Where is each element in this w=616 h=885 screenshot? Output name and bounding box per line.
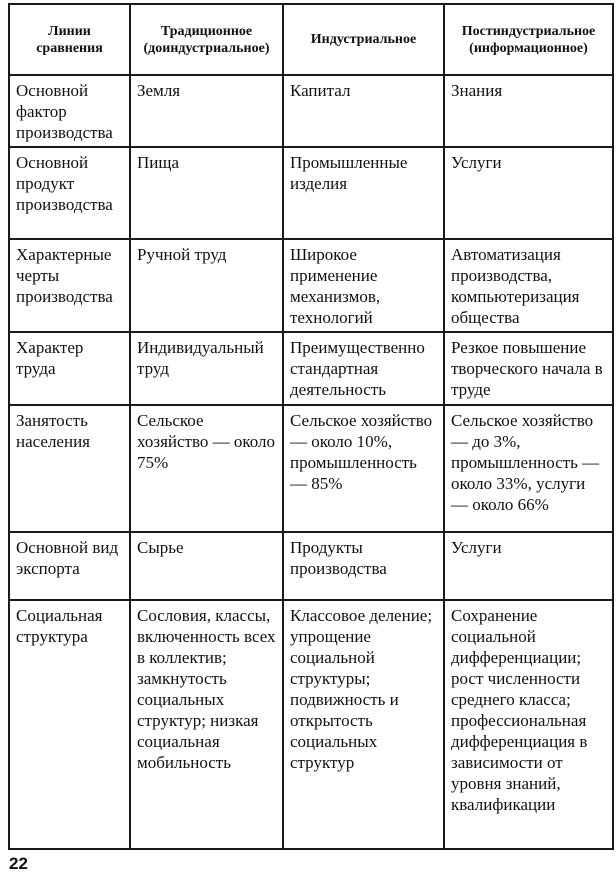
cell-traditional: Сословия, классы, включенность всех в коллектив; замкнутость социальных структур; низкая социальная мобильность: [130, 600, 283, 849]
cell-industrial: Классовое деление; упрощение социальной структуры; подвижность и открытость социальных структур: [283, 600, 444, 849]
header-industrial: Индустриальное: [283, 4, 444, 75]
cell-traditional: Сельское хозяйство — около 75%: [130, 405, 283, 532]
table-row: [9, 405, 613, 532]
cell-traditional: Сырье: [130, 532, 283, 600]
cell-traditional: Пища: [130, 147, 283, 239]
cell-traditional: Ручной труд: [130, 239, 283, 332]
header-criteria: Линии сравнения: [9, 4, 130, 75]
cell-industrial: Промышленные изделия: [283, 147, 444, 239]
table-row: [9, 600, 613, 849]
table-row: [9, 75, 613, 147]
header-traditional: Традиционное (доиндустриальное): [130, 4, 283, 75]
cell-postindustrial: Услуги: [444, 532, 613, 600]
cell-industrial: Широкое применение механизмов, технологий: [283, 239, 444, 332]
row-criterion: Основной фактор производства: [9, 75, 130, 147]
cell-traditional: Земля: [130, 75, 283, 147]
header-postindustrial: Постиндустриальное (информационное): [444, 4, 613, 75]
table-row: [9, 332, 613, 405]
page-number: 22: [9, 854, 28, 873]
cell-industrial: Сельское хозяйство — около 10%, промышленность — 85%: [283, 405, 444, 532]
row-criterion: Основной продукт производства: [9, 147, 130, 239]
table-row: [9, 532, 613, 600]
table-header-row: [9, 4, 613, 75]
society-comparison-table: [8, 3, 614, 850]
row-criterion: Характерные черты производства: [9, 239, 130, 332]
cell-industrial: Капитал: [283, 75, 444, 147]
row-criterion: Основной вид экспорта: [9, 532, 130, 600]
row-criterion: Характер труда: [9, 332, 130, 405]
cell-industrial: Преимущественно стандартная деятельность: [283, 332, 444, 405]
cell-postindustrial: Знания: [444, 75, 613, 147]
cell-postindustrial: Услуги: [444, 147, 613, 239]
row-criterion: Социальная структура: [9, 600, 130, 849]
table-row: [9, 239, 613, 332]
table-row: [9, 147, 613, 239]
cell-traditional: Индивидуальный труд: [130, 332, 283, 405]
cell-postindustrial: Сельское хозяйство — до 3%, промышленность — около 33%, услуги — около 66%: [444, 405, 613, 532]
row-criterion: Занятость населения: [9, 405, 130, 532]
cell-postindustrial: Автоматизация производства, компьютеризация общества: [444, 239, 613, 332]
cell-postindustrial: Резкое повышение творческого начала в труде: [444, 332, 613, 405]
cell-postindustrial: Сохранение социальной дифференциации; рост численности среднего класса; профессиональная дифференциация в зависимости от уровня знаний, квалификации: [444, 600, 613, 849]
cell-industrial: Продукты производства: [283, 532, 444, 600]
